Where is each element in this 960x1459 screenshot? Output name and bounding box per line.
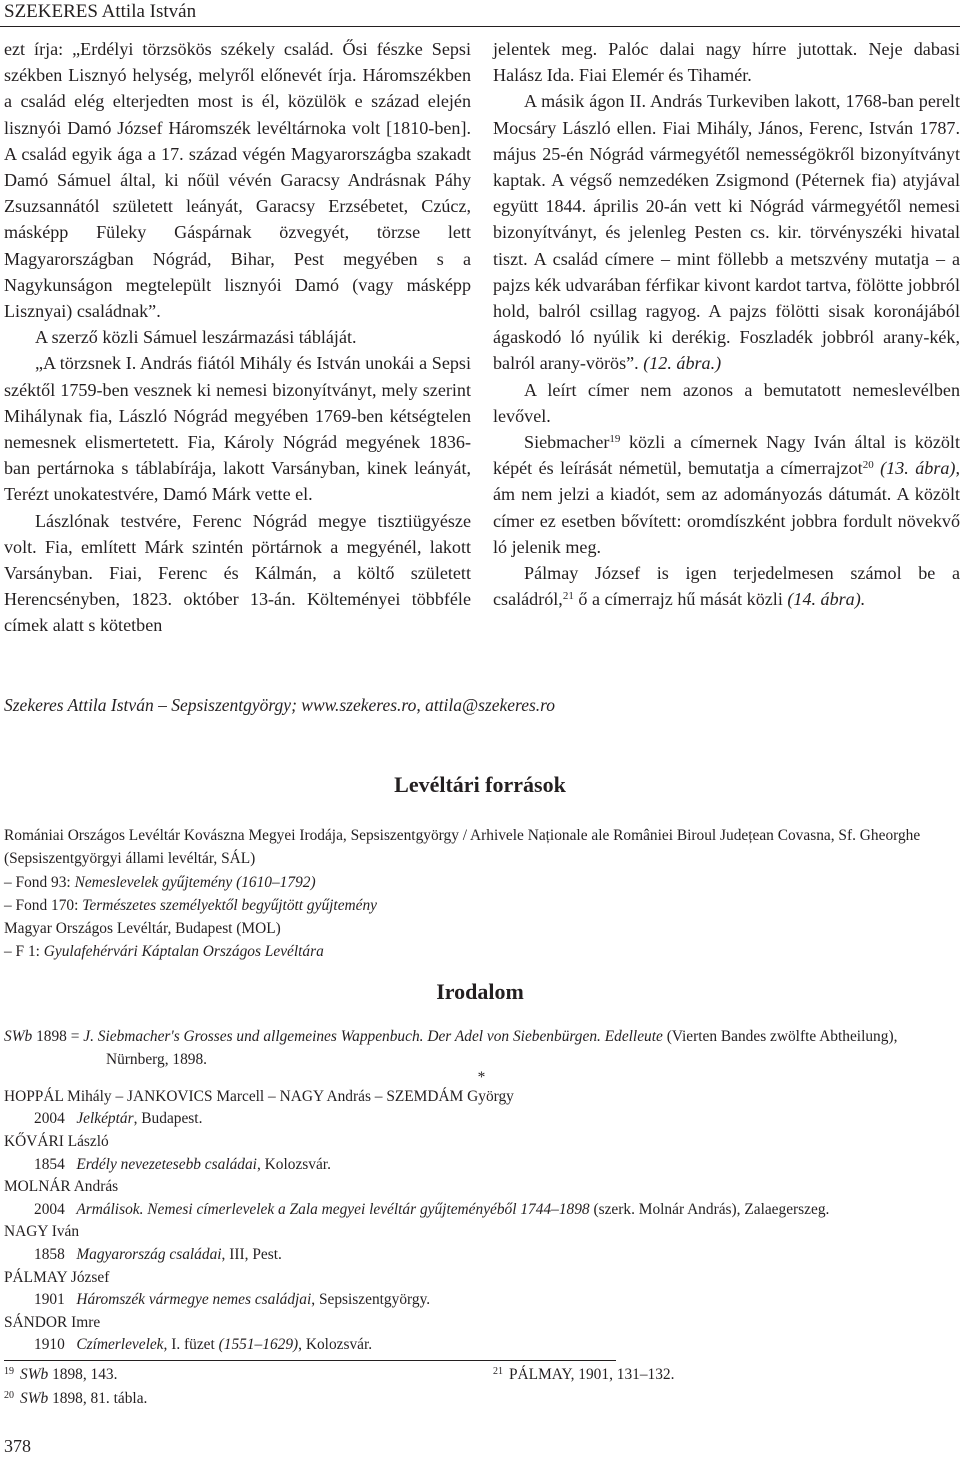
literature-entry: 1910 Czímerlevelek, I. füzet (1551–1629), Kolozsvár. xyxy=(34,1336,373,1354)
footnote-20: $^{20}$ SWb 1898, 81. tábla. xyxy=(4,1390,148,1407)
literature-heading: Irodalom xyxy=(436,979,524,1004)
source-entry: Romániai Országos Levéltár Kovászna Megyei Irodája, Sepsiszentgyörgy / Arhivele Naționale ale României Biroul Județean Covasna, Sf. Gheorghe (Sepsiszentgyörgyi állami levéltár, SÁL) xyxy=(4,827,921,868)
paragraph: Siebmacher$^{19}$ közli a címernek Nagy Iván által is közölt képét és leírását németül, bemutatja a címerrajzot$^{20}$ (13. ábra), ám nem jelzi a kiadót, sem az adományozás dátumát. A közölt címer ez esetben bővített: oromdíszként jobbra fordult növekvő ló jelenik meg. xyxy=(493,432,960,557)
sources-heading: Levéltári források xyxy=(394,772,566,797)
sources-list xyxy=(4,824,959,964)
paragraph: A szerző közli Sámuel leszármazási tábláját. xyxy=(35,327,357,348)
footnote-ref: 19 xyxy=(609,433,621,446)
footnote-rule xyxy=(4,1360,616,1361)
author-line: Szekeres Attila István – Sepsiszentgyörgy; www.szekeres.ro, attila@szekeres.ro xyxy=(4,695,556,715)
right-column xyxy=(493,36,960,612)
running-header: SZEKERES Attila István xyxy=(4,1,197,22)
paragraph: jelentek meg. Palóc dalai nagy hírre jutottak. Neje dabasi Halász Ida. Fiai Elemér és Tihamér. xyxy=(493,39,960,86)
figure-ref: (14. ábra). xyxy=(787,589,866,610)
literature-entry: 1901 Háromszék vármegye nemes családjai, Sepsiszentgyörgy. xyxy=(34,1291,431,1309)
literature-list xyxy=(4,1026,959,1357)
source-entry: – F 1: Gyulafehérvári Káptalan Országos Levéltára xyxy=(4,943,324,961)
literature-entry: 2004 Armálisok. Nemesi címerlevelek a Zala megyei levéltár gyűjteményéből 1744–1898 (szerk. Molnár András), Zalaegerszeg. xyxy=(34,1200,830,1218)
footnote-ref: 20 xyxy=(862,459,874,472)
literature-author: SÁNDOR Imre xyxy=(4,1313,101,1331)
footnote-ref: 21 xyxy=(562,590,574,603)
literature-author: MOLNÁR András xyxy=(4,1178,119,1196)
footnote-19: $^{19}$ SWb 1898, 143. xyxy=(4,1366,118,1383)
literature-author: NAGY Iván xyxy=(4,1223,80,1241)
source-entry: – Fond 93: Nemeslevelek gyűjtemény (1610–1792) xyxy=(4,873,316,891)
paragraph: „A törzsnek I. András fiától Mihály és István unokái a Sepsi széktől 1759-ben vesznek ki nemesi bizonyítványt, mely szerint Mihálynak fia, László Nógrád megyében 1769-ben kétségtelen nemesnek elismertetett. Fia, Károly Nógrád megyének 1836-ban pertárnoka s táblabírája, lakott Varsányban, kinek leányát, Terézt unokatestvére, Damó Márk vette el. xyxy=(4,353,471,505)
literature-entry: SWb 1898 = J. Siebmacher's Grosses und allgemeines Wappenbuch. Der Adel von Siebenbürgen. Edelleute (Vierten Bandes zwölfte Abtheilung), Nürnberg, 1898. xyxy=(4,1028,898,1068)
literature-author: PÁLMAY József xyxy=(4,1268,110,1286)
paragraph: Lászlónak testvére, Ferenc Nógrád megye tisztiügyésze volt. Fia, említett Márk szintén pörtárnok a megyénél, lakott Varsányban. Fiai, Ferenc és Kálmán, a költő született Herencsényben, 1823. október 13-án. Költeményei többféle címek alatt s kötetben xyxy=(4,510,471,636)
literature-author: KŐVÁRI László xyxy=(4,1132,109,1150)
source-entry: – Fond 170: Természetes személyektől begyűjtött gyűjtemény xyxy=(4,896,378,914)
left-column xyxy=(4,36,471,639)
paragraph: ezt írja: „Erdélyi törzsökös székely család. Ősi fészke Sepsi székben Lisznyó helység, melyről előnevét írja. Háromszékben a család elég elterjedten most is él, közülök e század elején lisznyói Damó József Háromszék levéltárnoka volt [1810-ben]. A család egyik ága a 17. század végén Magyarországba szakadt Damó Sámuel által, ki nőül vévén Garacsy Andrásnak Páhy Zsuzsannától született leányát, Garacsy Erzsébetet, Czúcz, másképp Füleky Gáspárnak özvegyét, törzse lett Magyarországban Nógrád, Bihar, Pest megyében s a Nagykunságon megtelepült lisznyói Damó (vagy másképp Lisznyai) családnak”. xyxy=(4,39,471,322)
figure-ref: (12. ábra.) xyxy=(643,353,722,374)
literature-entry: 2004 Jelképtár, Budapest. xyxy=(34,1110,203,1128)
paragraph: Pálmay József is igen terjedelmesen számol be a családról,$^{21}$ ő a címerrajz hű mását közli (14. ábra). xyxy=(493,563,960,610)
header-rule xyxy=(0,26,960,27)
paragraph: A leírt címer nem azonos a bemutatott nemeslevélben levővel. xyxy=(493,379,960,426)
figure-ref: (13. ábra) xyxy=(873,458,956,479)
literature-entry: 1854 Erdély nevezetesebb családai, Kolozsvár. xyxy=(34,1155,331,1173)
footnote-21: $^{21}$ PÁLMAY, 1901, 131–132. xyxy=(493,1366,675,1383)
literature-entry: 1858 Magyarország családai, III, Pest. xyxy=(34,1245,282,1263)
separator: * xyxy=(477,1069,486,1087)
paragraph: A másik ágon II. András Turkeviben lakott, 1768-ban perelt Mocsáry László ellen. Fiai Mihály, János, Ferenc, István 1787. május 25-én Nógrád vármegyétől nemességökről bizonyítványt kaptak. A végső nemzedéken Zsigmond (Péternek fia) atyjával együtt 1844. április 20-án vett ki Nógrád vármegyétől nemesi bizonyítványt, és jelenleg Pesten cs. kir. törvényszéki hivatal tiszt. A család címere – mint föllebb a metszvény mutatja – a pajzs kék udvarában férfikar kivont kardot tartva, fölötte jobbról hold, balról csillag ragyog. A pajzs fölötti sisak koronájából ágaskodó ló nyúlik ki derékig. Foszladék jobbról arany-kék, balról arany-vörös”. (12. ábra.) xyxy=(493,91,960,374)
literature-author: HOPPÁL Mihály – JANKOVICS Marcell – NAGY András – SZEMDÁM György xyxy=(4,1087,514,1105)
source-entry: Magyar Országos Levéltár, Budapest (MOL) xyxy=(4,920,281,938)
page-number: 378 xyxy=(4,1436,31,1456)
